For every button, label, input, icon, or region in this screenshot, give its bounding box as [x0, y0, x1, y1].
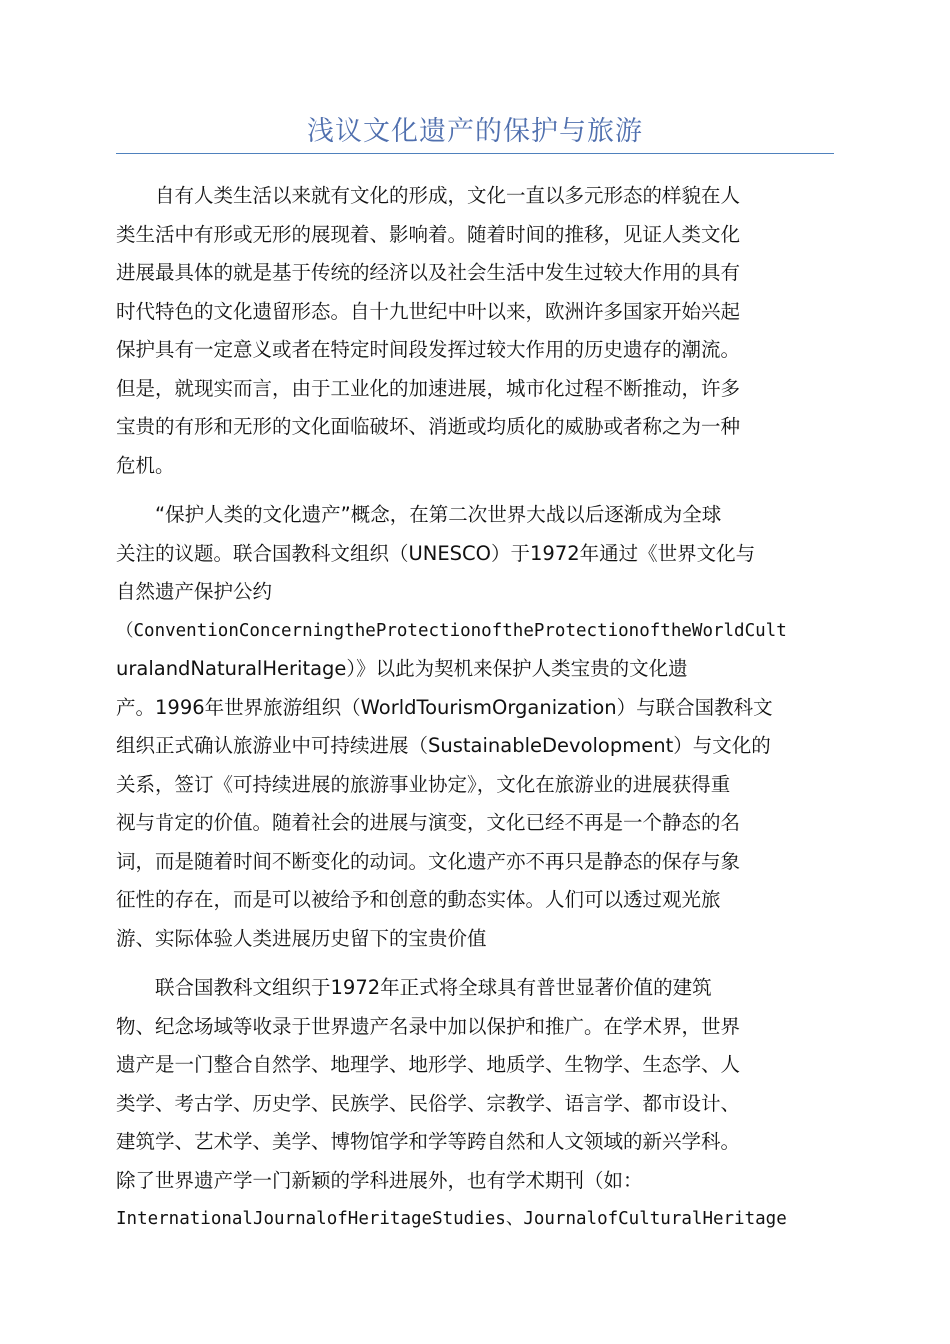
text-line: 进展最具体的就是基于传统的经济以及社会生活中发生过较大作用的具有: [116, 261, 741, 284]
text-line: 组织正式确认旅游业中可持续进展（SustainableDevolopment）与文化的: [116, 734, 771, 757]
text-line: 视与肯定的价值。随着社会的进展与演变，文化已经不再是一个静态的名: [116, 811, 741, 834]
text-line: 征性的存在，而是可以被给予和创意的動态实体。人们可以透过观光旅: [116, 888, 721, 911]
text-line: 但是，就现实而言，由于工业化的加速进展，城市化过程不断推动，许多: [116, 376, 741, 400]
text-line: 危机。: [116, 453, 175, 477]
text-line: 建筑学、艺术学、美学、博物馆学和学等跨自然和人文领域的新兴学科。: [116, 1130, 741, 1153]
paragraph-2: [116, 496, 836, 958]
paragraph-1: [116, 177, 836, 485]
text-line: 词，而是随着时间不断变化的动词。文化遗产亦不再只是静态的保存与象: [116, 849, 741, 873]
text-line: 物、纪念场域等收录于世界遗产名录中加以保护和推广。在学术界，世界: [116, 1014, 741, 1038]
text-line: 类生活中有形或无形的展现着、影响着。随着时间的推移，见证人类文化: [116, 222, 741, 246]
text-line: 联合国教科文组织于1972年正式将全球具有普世显著价值的建筑: [116, 976, 712, 999]
text-line: 时代特色的文化遗留形态。自十九世纪中叶以来，欧洲许多国家开始兴起: [116, 299, 741, 323]
text-line: （ConventionConcerningtheProtectionoftheProtectionoftheWorldCult: [116, 620, 787, 641]
text-line: “保护人类的文化遗产”概念，在第二次世界大战以后逐渐成为全球: [116, 503, 722, 526]
text-line: 遗产是一门整合自然学、地理学、地形学、地质学、生物学、生态学、人: [116, 1053, 741, 1076]
text-line: uralandNaturalHeritage）》以此为契机来保护人类宝贵的文化遗: [116, 657, 688, 680]
title-underline: [116, 153, 834, 154]
text-line: 类学、考古学、历史学、民族学、民俗学、宗教学、语言学、都市设计、: [116, 1091, 741, 1115]
text-line: 关系，签订《可持续进展的旅游事业协定》，文化在旅游业的进展获得重: [116, 772, 731, 796]
text-line: InternationalJournalofHeritageStudies、JournalofCulturalHeritage: [116, 1209, 787, 1229]
text-line: 关注的议题。联合国教科文组织（UNESCO）于1972年通过《世界文化与: [116, 541, 756, 565]
text-line: 保护具有一定意义或者在特定时间段发挥过较大作用的历史遗存的潮流。: [116, 338, 741, 361]
text-line: 宝贵的有形和无形的文化面临破坏、消逝或均质化的威胁或者称之为一种: [116, 415, 741, 438]
text-line: 除了世界遗产学一门新颖的学科进展外，也有学术期刊（如：: [116, 1168, 643, 1192]
text-line: 游、实际体验人类进展历史留下的宝贵价值: [116, 926, 487, 950]
document-title: 浅议文化遗产的保护与旅游: [307, 116, 643, 147]
text-line: 自然遗产保护公约: [116, 580, 273, 603]
paragraph-3: [116, 969, 836, 1239]
text-line: 产。1996年世界旅游组织（WorldTourismOrganization）与联合国教科文: [116, 695, 773, 719]
text-line: 自有人类生活以来就有文化的形成，文化一直以多元形态的样貌在人: [116, 184, 741, 207]
